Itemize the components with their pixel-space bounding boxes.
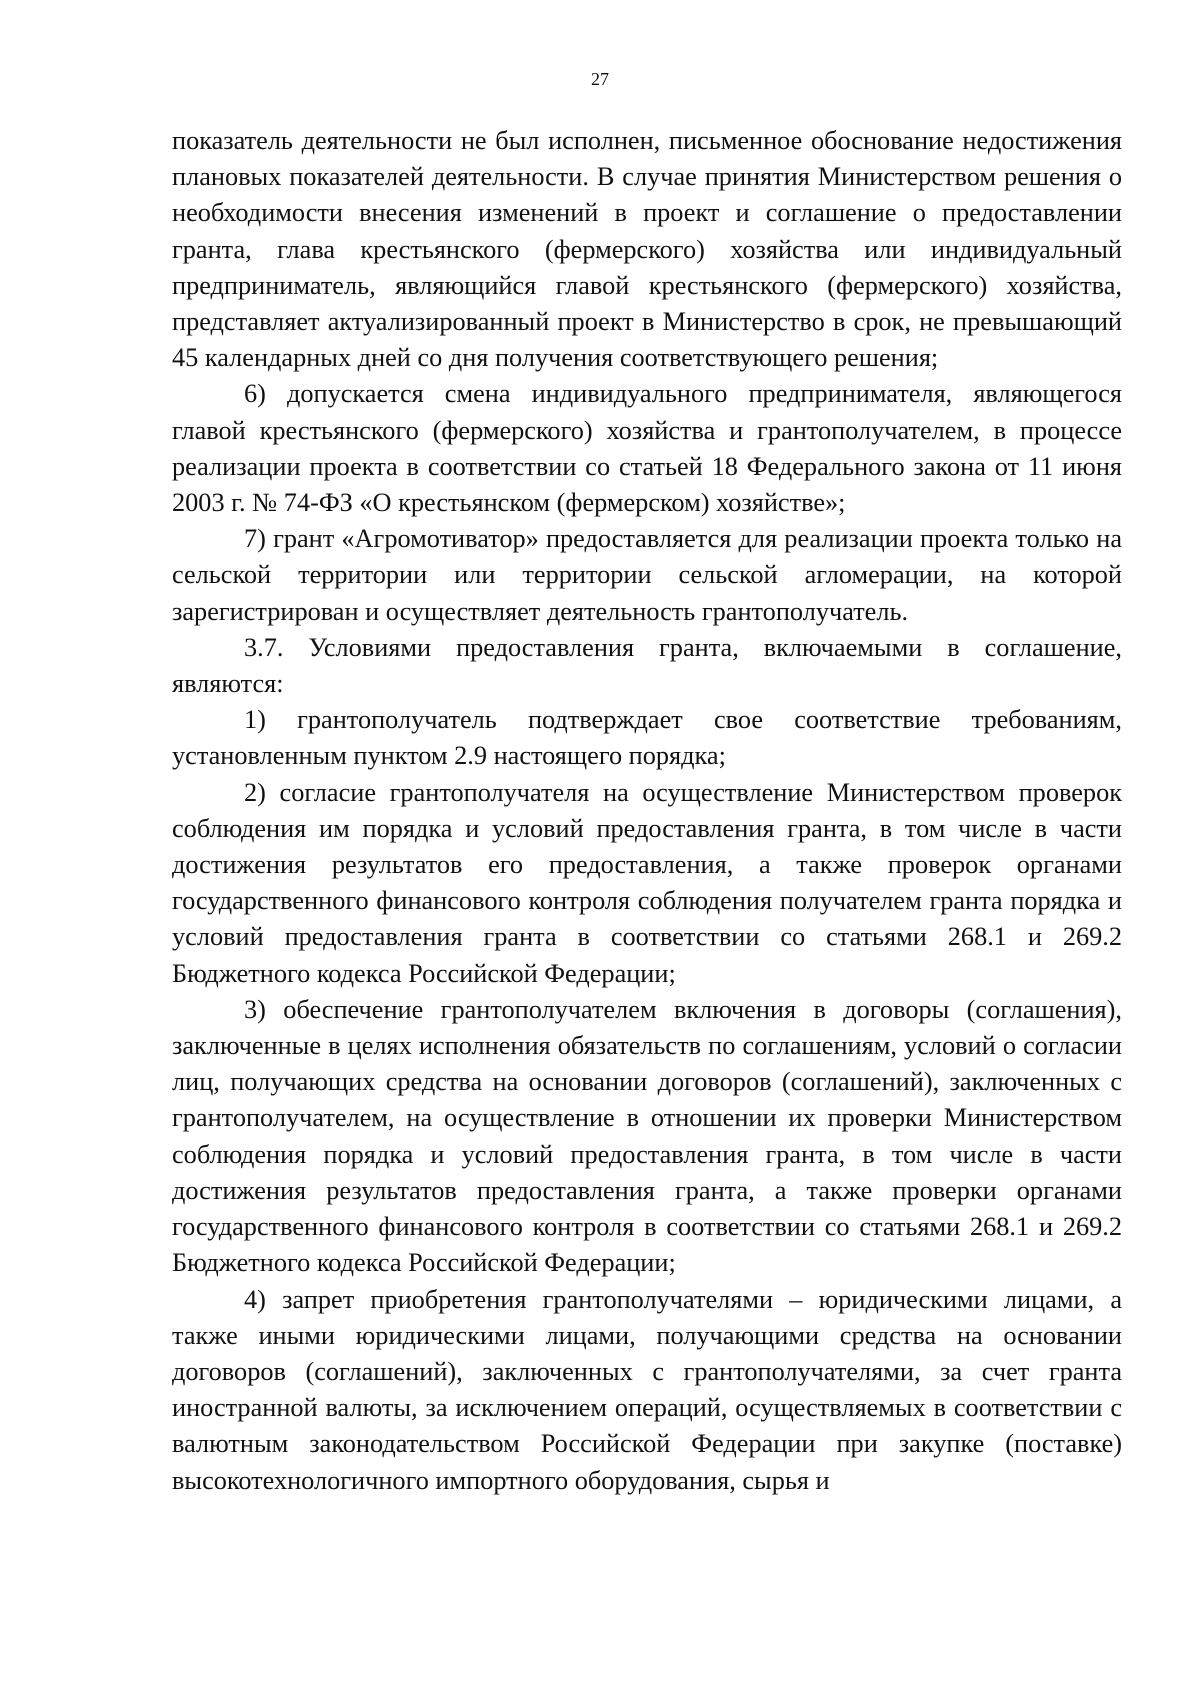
paragraph-condition-1: 1) грантополучатель подтверждает свое соответствие требованиям, установленным пунктом 2.9 настоящего порядка; xyxy=(172,705,1122,771)
page-number: 27 xyxy=(591,69,609,89)
document-body xyxy=(172,123,1122,1499)
paragraph-condition-4: 4) запрет приобретения грантополучателями – юридическими лицами, а также иными юридическими лицами, получающими средства на основании договоров (соглашений), заключенных с грантополучателями, за счет гранта иностранной валюты, за исключением операций, осуществляемых в соответствии с валютным законодательством Российской Федерации при закупке (поставке) высокотехнологичного импортного оборудования, сырья и xyxy=(172,1284,1122,1495)
paragraph-condition-2: 2) согласие грантополучателя на осуществление Министерством проверок соблюдения им порядка и условий предоставления гранта, в том числе в части достижения результатов его предоставления, а также проверок органами государственного финансового контроля соблюдения получателем гранта порядка и условий предоставления гранта в соответствии со статьями 268.1 и 269.2 Бюджетного кодекса Российской Федерации; xyxy=(172,777,1122,988)
paragraph-item-6: 6) допускается смена индивидуального предпринимателя, являющегося главой крестьянского (фермерского) хозяйства и грантополучателем, в процессе реализации проекта в соответствии со статьей 18 Федерального закона от 11 июня 2003 г. № 74-ФЗ «О крестьянском (фермерском) хозяйстве»; xyxy=(172,379,1122,518)
paragraph-condition-3: 3) обеспечение грантополучателем включения в договоры (соглашения), заключенные в целях исполнения обязательств по соглашениям, условий о согласии лиц, получающих средства на основании договоров (соглашений), заключенных с грантополучателем, на осуществление в отношении их проверки Министерством соблюдения порядка и условий предоставления гранта, в том числе в части достижения результатов предоставления гранта, а также проверки органами государственного финансового контроля в соответствии со статьями 268.1 и 269.2 Бюджетного кодекса Российской Федерации; xyxy=(172,994,1122,1278)
paragraph-clause-3-7: 3.7. Условиями предоставления гранта, включаемыми в соглашение, являются: xyxy=(172,632,1122,699)
paragraph-continuation: показатель деятельности не был исполнен, письменное обоснование недостижения плановых показателей деятельности. В случае принятия Министерством решения о необходимости внесения изменений в проект и соглашение о предоставлении гранта, глава крестьянского (фермерского) хозяйства или индивидуальный предприниматель, являющийся главой крестьянского (фермерского) хозяйства, представляет актуализированный проект в Министерство в срок, не превышающий 45 календарных дней со дня получения соответствующего решения; xyxy=(172,126,1122,373)
paragraph-item-7: 7) грант «Агромотиватор» предоставляется для реализации проекта только на сельской территории или территории сельской агломерации, на которой зарегистрирован и осуществляет деятельность грантополучатель. xyxy=(172,524,1122,626)
